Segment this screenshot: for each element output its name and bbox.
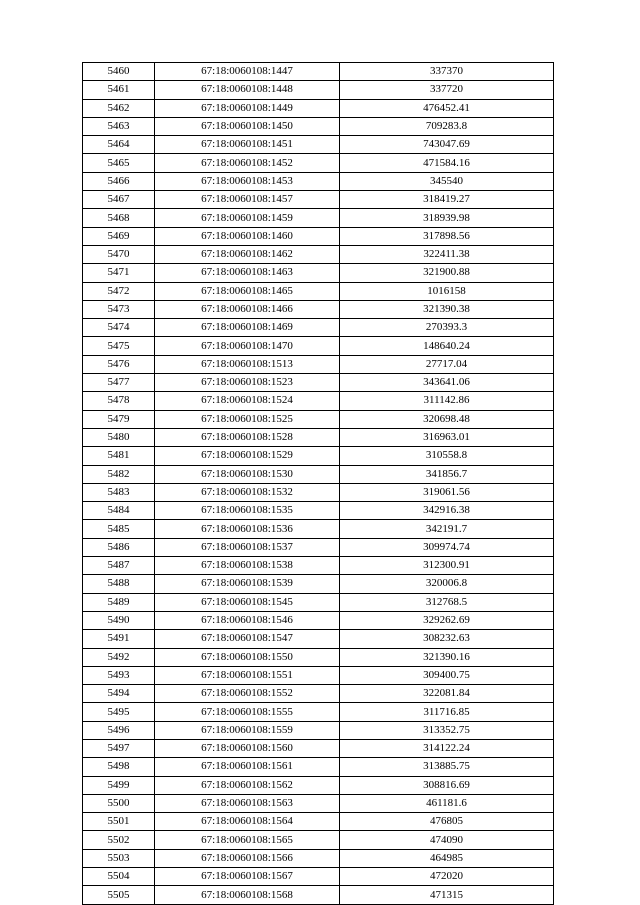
cadastral-number-cell: 67:18:0060108:1459 <box>155 209 340 227</box>
row-number-cell: 5485 <box>83 520 155 538</box>
cadastral-number-cell: 67:18:0060108:1463 <box>155 264 340 282</box>
cadastral-number-cell: 67:18:0060108:1470 <box>155 337 340 355</box>
cadastral-value-cell: 309974.74 <box>340 538 554 556</box>
cadastral-value-cell: 320006.8 <box>340 575 554 593</box>
table-row <box>83 575 554 593</box>
cadastral-value-cell: 320698.48 <box>340 410 554 428</box>
cadastral-value-cell: 270393.3 <box>340 319 554 337</box>
row-number-cell: 5463 <box>83 117 155 135</box>
cadastral-number-cell: 67:18:0060108:1524 <box>155 392 340 410</box>
cadastral-number-cell: 67:18:0060108:1523 <box>155 374 340 392</box>
table-row <box>83 648 554 666</box>
cadastral-value-cell: 743047.69 <box>340 136 554 154</box>
cadastral-number-cell: 67:18:0060108:1538 <box>155 557 340 575</box>
cadastral-number-cell: 67:18:0060108:1537 <box>155 538 340 556</box>
row-number-cell: 5466 <box>83 172 155 190</box>
cadastral-value-cell: 343641.06 <box>340 374 554 392</box>
cadastral-number-cell: 67:18:0060108:1552 <box>155 685 340 703</box>
table-row <box>83 447 554 465</box>
row-number-cell: 5488 <box>83 575 155 593</box>
cadastral-value-cell: 342191.7 <box>340 520 554 538</box>
row-number-cell: 5500 <box>83 794 155 812</box>
cadastral-value-cell: 321390.16 <box>340 648 554 666</box>
cadastral-number-cell: 67:18:0060108:1460 <box>155 227 340 245</box>
cadastral-number-cell: 67:18:0060108:1559 <box>155 721 340 739</box>
table-row <box>83 758 554 776</box>
row-number-cell: 5499 <box>83 776 155 794</box>
row-number-cell: 5478 <box>83 392 155 410</box>
cadastral-number-cell: 67:18:0060108:1567 <box>155 868 340 886</box>
cadastral-value-cell: 313352.75 <box>340 721 554 739</box>
cadastral-number-cell: 67:18:0060108:1457 <box>155 191 340 209</box>
table-row <box>83 245 554 263</box>
table-row <box>83 81 554 99</box>
row-number-cell: 5490 <box>83 611 155 629</box>
table-row <box>83 886 554 904</box>
row-number-cell: 5472 <box>83 282 155 300</box>
cadastral-number-cell: 67:18:0060108:1566 <box>155 849 340 867</box>
table-row <box>83 172 554 190</box>
cadastral-value-cell: 472020 <box>340 868 554 886</box>
table-row <box>83 374 554 392</box>
row-number-cell: 5467 <box>83 191 155 209</box>
cadastral-value-cell: 476452.41 <box>340 99 554 117</box>
cadastral-value-cell: 342916.38 <box>340 502 554 520</box>
table-row <box>83 502 554 520</box>
cadastral-number-cell: 67:18:0060108:1448 <box>155 81 340 99</box>
cadastral-value-cell: 317898.56 <box>340 227 554 245</box>
row-number-cell: 5462 <box>83 99 155 117</box>
table-row <box>83 593 554 611</box>
table-row <box>83 538 554 556</box>
cadastral-value-cell: 337720 <box>340 81 554 99</box>
cadastral-number-cell: 67:18:0060108:1513 <box>155 355 340 373</box>
cadastral-number-cell: 67:18:0060108:1466 <box>155 300 340 318</box>
cadastral-number-cell: 67:18:0060108:1451 <box>155 136 340 154</box>
cadastral-value-cell: 308232.63 <box>340 630 554 648</box>
cadastral-value-cell: 308816.69 <box>340 776 554 794</box>
cadastral-number-cell: 67:18:0060108:1564 <box>155 813 340 831</box>
row-number-cell: 5473 <box>83 300 155 318</box>
table-row <box>83 300 554 318</box>
table-row <box>83 319 554 337</box>
table-row <box>83 191 554 209</box>
table-row <box>83 557 554 575</box>
cadastral-number-cell: 67:18:0060108:1546 <box>155 611 340 629</box>
row-number-cell: 5461 <box>83 81 155 99</box>
table-row <box>83 776 554 794</box>
table-row <box>83 337 554 355</box>
row-number-cell: 5496 <box>83 721 155 739</box>
cadastral-number-cell: 67:18:0060108:1532 <box>155 483 340 501</box>
cadastral-value-cell: 1016158 <box>340 282 554 300</box>
row-number-cell: 5505 <box>83 886 155 904</box>
cadastral-value-cell: 310558.8 <box>340 447 554 465</box>
cadastral-value-cell: 312300.91 <box>340 557 554 575</box>
table-row <box>83 410 554 428</box>
cadastral-number-cell: 67:18:0060108:1462 <box>155 245 340 263</box>
row-number-cell: 5492 <box>83 648 155 666</box>
row-number-cell: 5477 <box>83 374 155 392</box>
table-row <box>83 831 554 849</box>
table-row <box>83 264 554 282</box>
cadastral-number-cell: 67:18:0060108:1449 <box>155 99 340 117</box>
row-number-cell: 5498 <box>83 758 155 776</box>
table-row <box>83 794 554 812</box>
cadastral-value-cell: 322411.38 <box>340 245 554 263</box>
table-row <box>83 154 554 172</box>
row-number-cell: 5495 <box>83 703 155 721</box>
row-number-cell: 5503 <box>83 849 155 867</box>
row-number-cell: 5483 <box>83 483 155 501</box>
cadastral-value-cell: 309400.75 <box>340 666 554 684</box>
row-number-cell: 5481 <box>83 447 155 465</box>
cadastral-number-cell: 67:18:0060108:1452 <box>155 154 340 172</box>
table-row <box>83 392 554 410</box>
cadastral-value-cell: 321390.38 <box>340 300 554 318</box>
cadastral-number-cell: 67:18:0060108:1536 <box>155 520 340 538</box>
row-number-cell: 5474 <box>83 319 155 337</box>
cadastral-number-cell: 67:18:0060108:1450 <box>155 117 340 135</box>
cadastral-value-cell: 464985 <box>340 849 554 867</box>
row-number-cell: 5470 <box>83 245 155 263</box>
cadastral-value-cell: 471584.16 <box>340 154 554 172</box>
cadastral-value-cell: 461181.6 <box>340 794 554 812</box>
cadastral-value-cell: 311142.86 <box>340 392 554 410</box>
table-row <box>83 99 554 117</box>
cadastral-number-cell: 67:18:0060108:1535 <box>155 502 340 520</box>
cadastral-value-cell: 314122.24 <box>340 739 554 757</box>
row-number-cell: 5489 <box>83 593 155 611</box>
cadastral-value-cell: 345540 <box>340 172 554 190</box>
table-row <box>83 868 554 886</box>
table-row <box>83 611 554 629</box>
cadastral-value-cell: 318419.27 <box>340 191 554 209</box>
cadastral-value-cell: 474090 <box>340 831 554 849</box>
row-number-cell: 5476 <box>83 355 155 373</box>
row-number-cell: 5501 <box>83 813 155 831</box>
row-number-cell: 5487 <box>83 557 155 575</box>
row-number-cell: 5486 <box>83 538 155 556</box>
cadastral-number-cell: 67:18:0060108:1528 <box>155 428 340 446</box>
table-row <box>83 849 554 867</box>
cadastral-number-cell: 67:18:0060108:1562 <box>155 776 340 794</box>
cadastral-value-cell: 322081.84 <box>340 685 554 703</box>
cadastral-value-cell: 341856.7 <box>340 465 554 483</box>
table-row <box>83 630 554 648</box>
cadastral-number-cell: 67:18:0060108:1530 <box>155 465 340 483</box>
table-row <box>83 465 554 483</box>
cadastral-number-cell: 67:18:0060108:1565 <box>155 831 340 849</box>
cadastral-value-cell: 337370 <box>340 63 554 81</box>
cadastral-number-cell: 67:18:0060108:1539 <box>155 575 340 593</box>
row-number-cell: 5464 <box>83 136 155 154</box>
cadastral-value-cell: 313885.75 <box>340 758 554 776</box>
row-number-cell: 5502 <box>83 831 155 849</box>
cadastral-value-cell: 312768.5 <box>340 593 554 611</box>
row-number-cell: 5471 <box>83 264 155 282</box>
cadastral-number-cell: 67:18:0060108:1547 <box>155 630 340 648</box>
table-row <box>83 739 554 757</box>
table-row <box>83 685 554 703</box>
cadastral-number-cell: 67:18:0060108:1465 <box>155 282 340 300</box>
cadastral-value-cell: 318939.98 <box>340 209 554 227</box>
row-number-cell: 5494 <box>83 685 155 703</box>
cadastral-value-cell: 471315 <box>340 886 554 904</box>
cadastral-number-cell: 67:18:0060108:1469 <box>155 319 340 337</box>
cadastral-table <box>82 62 554 905</box>
cadastral-number-cell: 67:18:0060108:1568 <box>155 886 340 904</box>
cadastral-value-cell: 27717.04 <box>340 355 554 373</box>
row-number-cell: 5484 <box>83 502 155 520</box>
table-row <box>83 227 554 245</box>
row-number-cell: 5460 <box>83 63 155 81</box>
cadastral-value-cell: 476805 <box>340 813 554 831</box>
cadastral-number-cell: 67:18:0060108:1560 <box>155 739 340 757</box>
cadastral-number-cell: 67:18:0060108:1453 <box>155 172 340 190</box>
row-number-cell: 5491 <box>83 630 155 648</box>
table-row <box>83 282 554 300</box>
table-row <box>83 520 554 538</box>
cadastral-number-cell: 67:18:0060108:1561 <box>155 758 340 776</box>
table-row <box>83 63 554 81</box>
row-number-cell: 5504 <box>83 868 155 886</box>
cadastral-number-cell: 67:18:0060108:1529 <box>155 447 340 465</box>
cadastral-value-cell: 148640.24 <box>340 337 554 355</box>
row-number-cell: 5465 <box>83 154 155 172</box>
table-row <box>83 428 554 446</box>
cadastral-number-cell: 67:18:0060108:1551 <box>155 666 340 684</box>
row-number-cell: 5497 <box>83 739 155 757</box>
table-row <box>83 721 554 739</box>
table-row <box>83 136 554 154</box>
cadastral-value-cell: 319061.56 <box>340 483 554 501</box>
row-number-cell: 5475 <box>83 337 155 355</box>
cadastral-value-cell: 321900.88 <box>340 264 554 282</box>
cadastral-number-cell: 67:18:0060108:1545 <box>155 593 340 611</box>
table-row <box>83 209 554 227</box>
cadastral-value-cell: 329262.69 <box>340 611 554 629</box>
table-row <box>83 117 554 135</box>
row-number-cell: 5468 <box>83 209 155 227</box>
cadastral-number-cell: 67:18:0060108:1550 <box>155 648 340 666</box>
row-number-cell: 5482 <box>83 465 155 483</box>
cadastral-value-cell: 709283.8 <box>340 117 554 135</box>
cadastral-value-cell: 316963.01 <box>340 428 554 446</box>
table-row <box>83 355 554 373</box>
row-number-cell: 5480 <box>83 428 155 446</box>
table-row <box>83 666 554 684</box>
cadastral-number-cell: 67:18:0060108:1447 <box>155 63 340 81</box>
table-row <box>83 703 554 721</box>
cadastral-number-cell: 67:18:0060108:1525 <box>155 410 340 428</box>
row-number-cell: 5469 <box>83 227 155 245</box>
row-number-cell: 5479 <box>83 410 155 428</box>
table-body <box>83 63 554 905</box>
cadastral-number-cell: 67:18:0060108:1563 <box>155 794 340 812</box>
table-row <box>83 813 554 831</box>
row-number-cell: 5493 <box>83 666 155 684</box>
cadastral-number-cell: 67:18:0060108:1555 <box>155 703 340 721</box>
table-row <box>83 483 554 501</box>
cadastral-value-cell: 311716.85 <box>340 703 554 721</box>
